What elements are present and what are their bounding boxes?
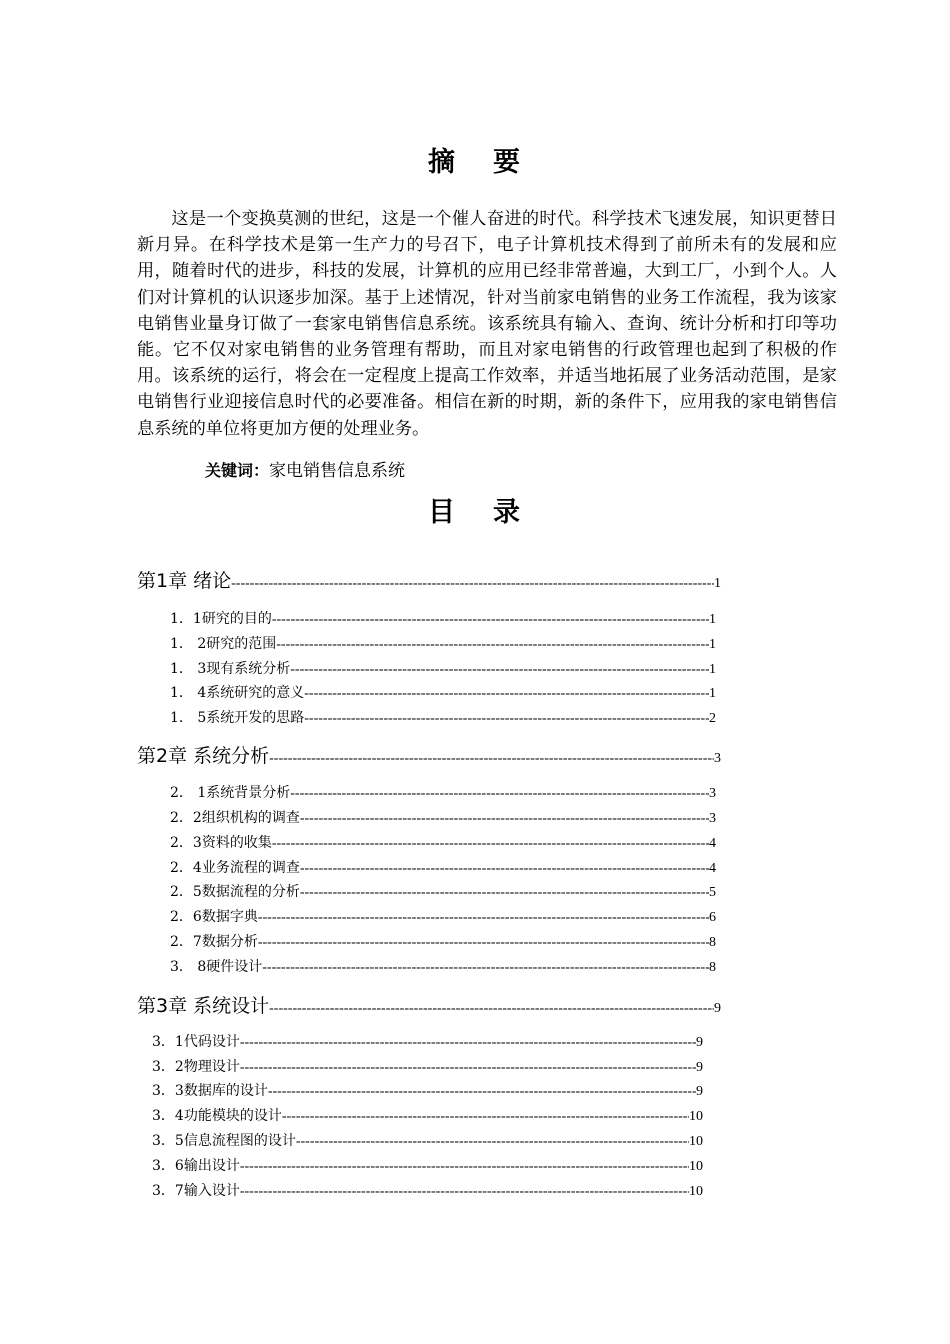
keywords — [205, 456, 405, 481]
toc-chapter-label: 第2章 系统分析 — [137, 745, 270, 767]
toc-title — [0, 490, 950, 529]
toc-leader — [240, 1159, 689, 1175]
toc-chapter-3[interactable] — [137, 991, 721, 1018]
toc-page-number: 10 — [689, 1159, 703, 1174]
toc-page-number: 4 — [709, 836, 716, 851]
toc-leader — [272, 612, 709, 628]
toc-leader — [269, 751, 714, 767]
toc-section-2-7[interactable] — [170, 931, 716, 951]
toc-section-label: 1． 3现有系统分析 — [170, 661, 291, 677]
toc-chapter-label: 第1章 绪论 — [137, 570, 232, 592]
toc-leader — [272, 836, 709, 852]
toc-leader — [304, 686, 709, 702]
toc-leader — [304, 711, 709, 727]
toc-section-3-6[interactable] — [152, 1155, 703, 1175]
toc-leader — [258, 910, 709, 926]
toc-section-1-5[interactable] — [170, 707, 716, 727]
toc-leader — [268, 1084, 696, 1100]
toc-section-3-4[interactable] — [152, 1105, 703, 1125]
toc-section-2-5[interactable] — [170, 881, 716, 901]
toc-page-number: 10 — [689, 1134, 703, 1149]
toc-section-label: 1． 4系统研究的意义 — [170, 685, 305, 701]
toc-section-2-3[interactable] — [170, 832, 716, 852]
toc-section-label: 3．1代码设计 — [152, 1034, 240, 1050]
keywords-value: 家电销售信息系统 — [269, 461, 406, 481]
toc-section-3-1[interactable] — [152, 1031, 703, 1051]
toc-section-label: 2．2组织机构的调查 — [170, 810, 300, 826]
toc-title-char-2: 录 — [493, 497, 522, 528]
toc-leader — [258, 935, 709, 951]
toc-page-number: 1 — [709, 637, 716, 652]
toc-section-1-2[interactable] — [170, 633, 716, 653]
toc-leader — [300, 861, 709, 877]
abstract-body: 这是一个变换莫测的世纪，这是一个催人奋进的时代。科学技术飞速发展，知识更替日新月异。在科学技术是第一生产力的号召下，电子计算机技术得到了前所未有的发展和应用，随着时代的进步，科技的发展，计算机的应用已经非常普遍，大到工厂，小到个人。人们对计算机的认识逐步加深。基于上述情况，针对当前家电销售的业务工作流程，我为该家电销售业量身订做了一套家电销售信息系统。该系统具有输入、查询、统计分析和打印等功能。它不仅对家电销售的业务管理有帮助，而且对家电销售的行政管理也起到了积极的作用。该系统的运行，将会在一定程度上提高工作效率，并适当地拓展了业务活动范围，是家电销售行业迎接信息时代的必要准备。相信在新的时期，新的条件下，应用我的家电销售信息系统的单位将更加方便的处理业务。 — [137, 209, 837, 439]
toc-page-number: 1 — [709, 612, 716, 627]
toc-leader — [240, 1184, 689, 1200]
toc-chapter-2[interactable] — [137, 741, 721, 768]
toc-leader — [300, 811, 709, 827]
toc-section-label: 3．2物理设计 — [152, 1059, 240, 1075]
toc-section-label: 3．3数据库的设计 — [152, 1083, 268, 1099]
toc-section-label: 1． 2研究的范围 — [170, 636, 277, 652]
toc-section-label: 2．7数据分析 — [170, 934, 258, 950]
toc-section-label: 3．5信息流程图的设计 — [152, 1133, 296, 1149]
toc-leader — [240, 1035, 696, 1051]
toc-chapter-label: 第3章 系统设计 — [137, 995, 270, 1017]
toc-section-label: 3． 8硬件设计 — [170, 959, 263, 975]
toc-leader — [282, 1109, 689, 1125]
abstract-title-char-1: 摘 — [428, 147, 457, 178]
toc-section-label: 3．7输入设计 — [152, 1183, 240, 1199]
toc-section-1-3[interactable] — [170, 658, 716, 678]
toc-section-label: 1．1研究的目的 — [170, 611, 272, 627]
toc-section-label: 2．5数据流程的分析 — [170, 884, 300, 900]
toc-section-2-8[interactable] — [170, 956, 716, 976]
toc-page-number: 9 — [696, 1084, 703, 1099]
toc-page-number: 9 — [696, 1060, 703, 1075]
keywords-label: 关键词： — [205, 461, 270, 480]
toc-leader — [240, 1060, 696, 1076]
toc-section-2-2[interactable] — [170, 807, 716, 827]
toc-leader — [269, 1001, 714, 1017]
toc-section-label: 2． 1系统背景分析 — [170, 785, 291, 801]
toc-page-number: 9 — [696, 1035, 703, 1050]
toc-section-3-2[interactable] — [152, 1056, 703, 1076]
toc-page-number: 2 — [709, 711, 716, 726]
toc-page-number: 5 — [709, 885, 716, 900]
toc-leader — [290, 786, 709, 802]
toc-page-number: 3 — [714, 751, 721, 766]
toc-section-label: 2．3资料的收集 — [170, 835, 272, 851]
toc-leader — [262, 960, 709, 976]
toc-section-3-7[interactable] — [152, 1180, 703, 1200]
toc-title-char-1: 目 — [428, 497, 457, 528]
toc-chapter-1[interactable] — [137, 566, 721, 593]
toc-page-number: 4 — [709, 861, 716, 876]
toc-leader — [290, 662, 709, 678]
abstract-title — [0, 140, 950, 179]
toc-leader — [231, 576, 714, 592]
toc-page-number: 10 — [689, 1109, 703, 1124]
toc-page-number: 1 — [709, 686, 716, 701]
toc-page-number: 1 — [709, 662, 716, 677]
toc-leader — [296, 1134, 689, 1150]
toc-section-label: 2．4业务流程的调查 — [170, 860, 300, 876]
toc-section-3-3[interactable] — [152, 1080, 703, 1100]
toc-page-number: 8 — [709, 960, 716, 975]
toc-leader — [276, 637, 709, 653]
toc-page-number: 8 — [709, 935, 716, 950]
toc-section-label: 1． 5系统开发的思路 — [170, 710, 305, 726]
toc-page-number: 3 — [709, 786, 716, 801]
toc-section-2-1[interactable] — [170, 782, 716, 802]
toc-leader — [300, 885, 709, 901]
toc-page-number: 10 — [689, 1184, 703, 1199]
toc-page-number: 1 — [714, 576, 721, 591]
toc-section-label: 3．4功能模块的设计 — [152, 1108, 282, 1124]
toc-section-3-5[interactable] — [152, 1130, 703, 1150]
toc-section-label: 3．6输出设计 — [152, 1158, 240, 1174]
toc-page-number: 9 — [714, 1001, 721, 1016]
toc-section-2-4[interactable] — [170, 857, 716, 877]
toc-page-number: 6 — [709, 910, 716, 925]
abstract-title-char-2: 要 — [493, 147, 522, 178]
toc-page-number: 3 — [709, 811, 716, 826]
toc-section-2-6[interactable] — [170, 906, 716, 926]
toc-section-1-1[interactable] — [170, 608, 716, 628]
toc-section-1-4[interactable] — [170, 682, 716, 702]
toc-section-label: 2．6数据字典 — [170, 909, 258, 925]
